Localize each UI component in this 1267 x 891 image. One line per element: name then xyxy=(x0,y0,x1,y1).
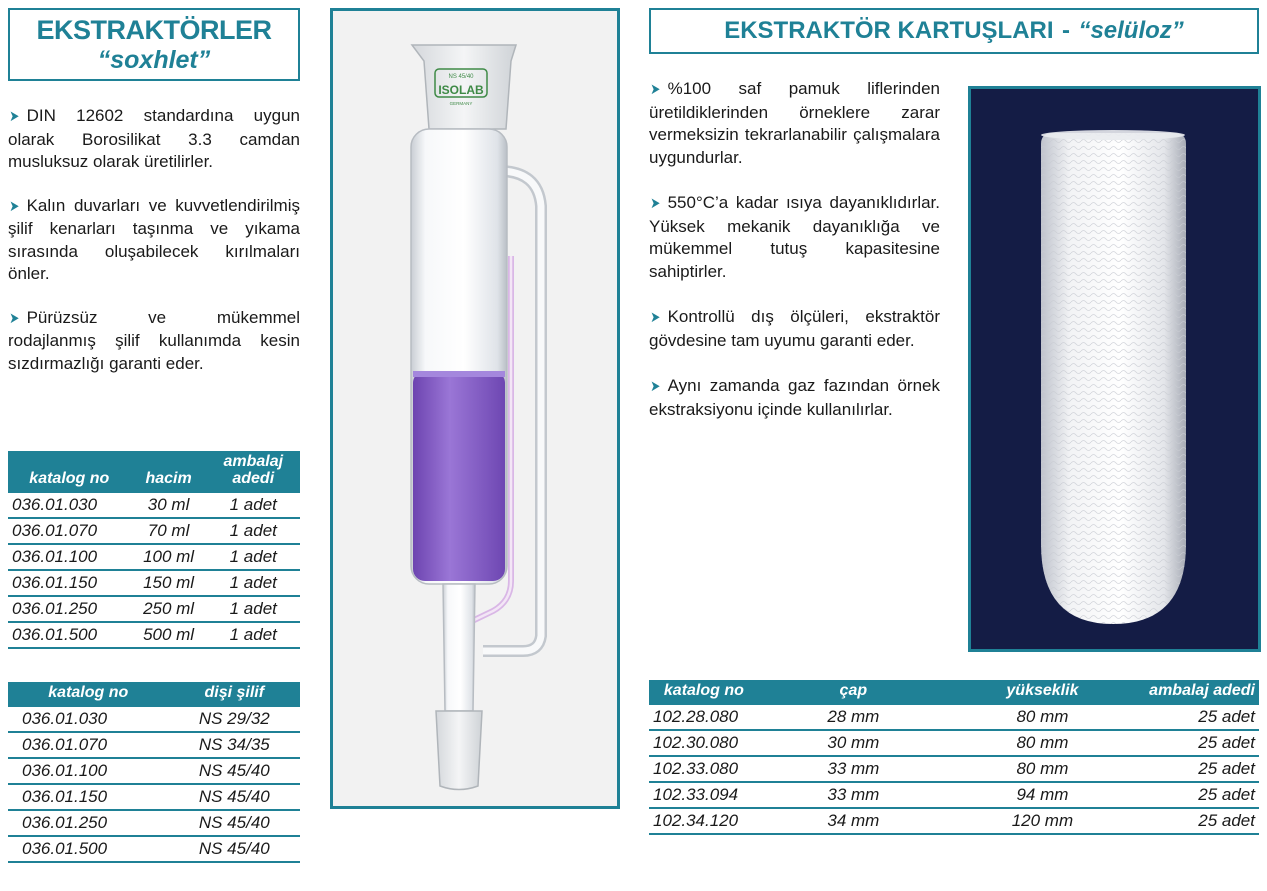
right-bullet: ➤ Aynı zamanda gaz fazından örnek ekstraksiyonu içinde kullanılırlar. xyxy=(649,376,940,419)
table-cell: 25 adet xyxy=(1137,730,1259,756)
right-bullet: ➤ %100 saf pamuk liflerinden üretildiklerinden örneklere zarar vermeksizin tekrarlanabilir çalışmalara uygundurlar. xyxy=(649,79,940,167)
table-row xyxy=(649,730,1259,756)
arrow-icon: ➤ xyxy=(9,108,20,125)
svg-text:GERMANY: GERMANY xyxy=(449,101,473,106)
table-cell: 80 mm xyxy=(948,756,1137,782)
table-cell: NS 29/32 xyxy=(169,706,300,732)
table-cell: 25 adet xyxy=(1137,704,1259,730)
table-cell: 34 mm xyxy=(759,808,948,834)
table-cell: 036.01.500 xyxy=(8,836,169,862)
thimble-table xyxy=(649,680,1259,835)
table-cell: 036.01.150 xyxy=(8,784,169,810)
table-cell: 036.01.150 xyxy=(8,570,131,596)
arrow-icon: ➤ xyxy=(650,309,661,326)
table-cell: 500 ml xyxy=(131,622,207,648)
table-row xyxy=(8,758,300,784)
table-row xyxy=(8,622,300,648)
table-row xyxy=(649,756,1259,782)
left-title: EKSTRAKTÖRLER xyxy=(36,15,272,45)
table-cell: 70 ml xyxy=(131,518,207,544)
table-cell: 036.01.500 xyxy=(8,622,131,648)
table-row xyxy=(8,518,300,544)
table-cell: 102.33.080 xyxy=(649,756,759,782)
table-cell: NS 45/40 xyxy=(169,810,300,836)
table-cell: 30 ml xyxy=(131,492,207,518)
left-bullet: ➤ Kalın duvarları ve kuvvetlendirilmiş şilif kenarları taşınma ve yıkama sırasında oluşabilecek kırılmaları önler. xyxy=(8,195,300,283)
arrow-icon: ➤ xyxy=(9,197,20,215)
col-header: ambalaj adedi xyxy=(1137,680,1259,704)
right-bullet: ➤ Kontrollü dış ölçüleri, ekstraktör gövdesine tam uyumu garanti eder. xyxy=(649,307,940,350)
arrow-icon: ➤ xyxy=(650,195,661,212)
right-bullet: ➤ 550°C’a kadar ısıya dayanıklıdırlar. Yüksek mekanik dayanıklığa ve mükemmel tutuş kapasitesine sahiptirler. xyxy=(649,193,940,281)
table-cell: NS 45/40 xyxy=(169,758,300,784)
table-cell: 30 mm xyxy=(759,730,948,756)
extractor-photo xyxy=(330,8,620,809)
table-cell: 25 adet xyxy=(1137,808,1259,834)
right-bullets xyxy=(649,78,940,442)
joint-label: NS 45/40 xyxy=(448,74,474,80)
left-bullets xyxy=(8,105,300,396)
col-header: katalog no xyxy=(8,451,131,492)
table-row xyxy=(8,570,300,596)
thimble-photo xyxy=(968,86,1261,652)
table-cell: 80 mm xyxy=(948,704,1137,730)
table-row xyxy=(649,782,1259,808)
table-cell: 1 adet xyxy=(207,492,300,518)
table-row xyxy=(8,784,300,810)
table-cell: 102.34.120 xyxy=(649,808,759,834)
soxhlet-extractor-illustration xyxy=(333,11,617,806)
col-header: dişi şilif xyxy=(169,682,300,706)
extractor-volume-table xyxy=(8,451,300,649)
left-bullet: ➤ Pürüzsüz ve mükemmel rodajlanmış şilif kullanımda kesin sızdırmazlığı garanti eder. xyxy=(8,307,300,373)
table-cell: 036.01.100 xyxy=(8,544,131,570)
table-cell: 25 adet xyxy=(1137,756,1259,782)
table-cell: 100 ml xyxy=(131,544,207,570)
cellulose-thimble-illustration xyxy=(971,89,1258,649)
table-row xyxy=(8,836,300,862)
table-cell: 036.01.070 xyxy=(8,518,131,544)
table-cell: 94 mm xyxy=(948,782,1137,808)
arrow-icon: ➤ xyxy=(650,378,661,395)
right-subtitle: “selüloz” xyxy=(1078,17,1184,44)
col-header: hacim xyxy=(131,451,207,492)
table-cell: 1 adet xyxy=(207,622,300,648)
table-cell: 102.28.080 xyxy=(649,704,759,730)
table-cell: 036.01.100 xyxy=(8,758,169,784)
table-cell: 250 ml xyxy=(131,596,207,622)
right-title: EKSTRAKTÖR KARTUŞLARI xyxy=(724,17,1054,44)
extractor-joint-table xyxy=(8,682,300,863)
arrow-icon: ➤ xyxy=(650,81,661,98)
table-row xyxy=(8,544,300,570)
table-row xyxy=(649,808,1259,834)
table-cell: NS 34/35 xyxy=(169,732,300,758)
table-cell: 036.01.030 xyxy=(8,706,169,732)
table-cell: 150 ml xyxy=(131,570,207,596)
table-cell: 036.01.250 xyxy=(8,810,169,836)
col-header: katalog no xyxy=(649,680,759,704)
left-title-box xyxy=(8,8,300,81)
table-cell: 036.01.030 xyxy=(8,492,131,518)
table-cell: 036.01.070 xyxy=(8,732,169,758)
table-cell: 80 mm xyxy=(948,730,1137,756)
table-row xyxy=(649,704,1259,730)
col-header: ambalaj adedi xyxy=(207,451,300,492)
table-cell: 33 mm xyxy=(759,756,948,782)
table-cell: 28 mm xyxy=(759,704,948,730)
table-cell: 102.33.094 xyxy=(649,782,759,808)
col-header: katalog no xyxy=(8,682,169,706)
left-bullet: ➤ DIN 12602 standardına uygun olarak Borosilikat 3.3 camdan musluksuz olarak üretilirler. xyxy=(8,106,300,171)
table-cell: 25 adet xyxy=(1137,782,1259,808)
table-cell: NS 45/40 xyxy=(169,784,300,810)
table-cell: 1 adet xyxy=(207,518,300,544)
table-cell: NS 45/40 xyxy=(169,836,300,862)
table-cell: 1 adet xyxy=(207,596,300,622)
table-cell: 036.01.250 xyxy=(8,596,131,622)
table-cell: 1 adet xyxy=(207,570,300,596)
col-header: çap xyxy=(759,680,948,704)
table-cell: 102.30.080 xyxy=(649,730,759,756)
table-row xyxy=(8,810,300,836)
table-row xyxy=(8,732,300,758)
left-subtitle: “soxhlet” xyxy=(97,46,211,74)
table-row xyxy=(8,596,300,622)
table-cell: 1 adet xyxy=(207,544,300,570)
table-row xyxy=(8,492,300,518)
table-cell: 33 mm xyxy=(759,782,948,808)
arrow-icon: ➤ xyxy=(9,309,20,327)
right-title-box: EKSTRAKTÖR KARTUŞLARI - “selüloz” xyxy=(649,8,1259,54)
isolab-logo: ISOLAB xyxy=(438,83,484,97)
table-cell: 120 mm xyxy=(948,808,1137,834)
col-header: yükseklik xyxy=(948,680,1137,704)
table-row xyxy=(8,706,300,732)
